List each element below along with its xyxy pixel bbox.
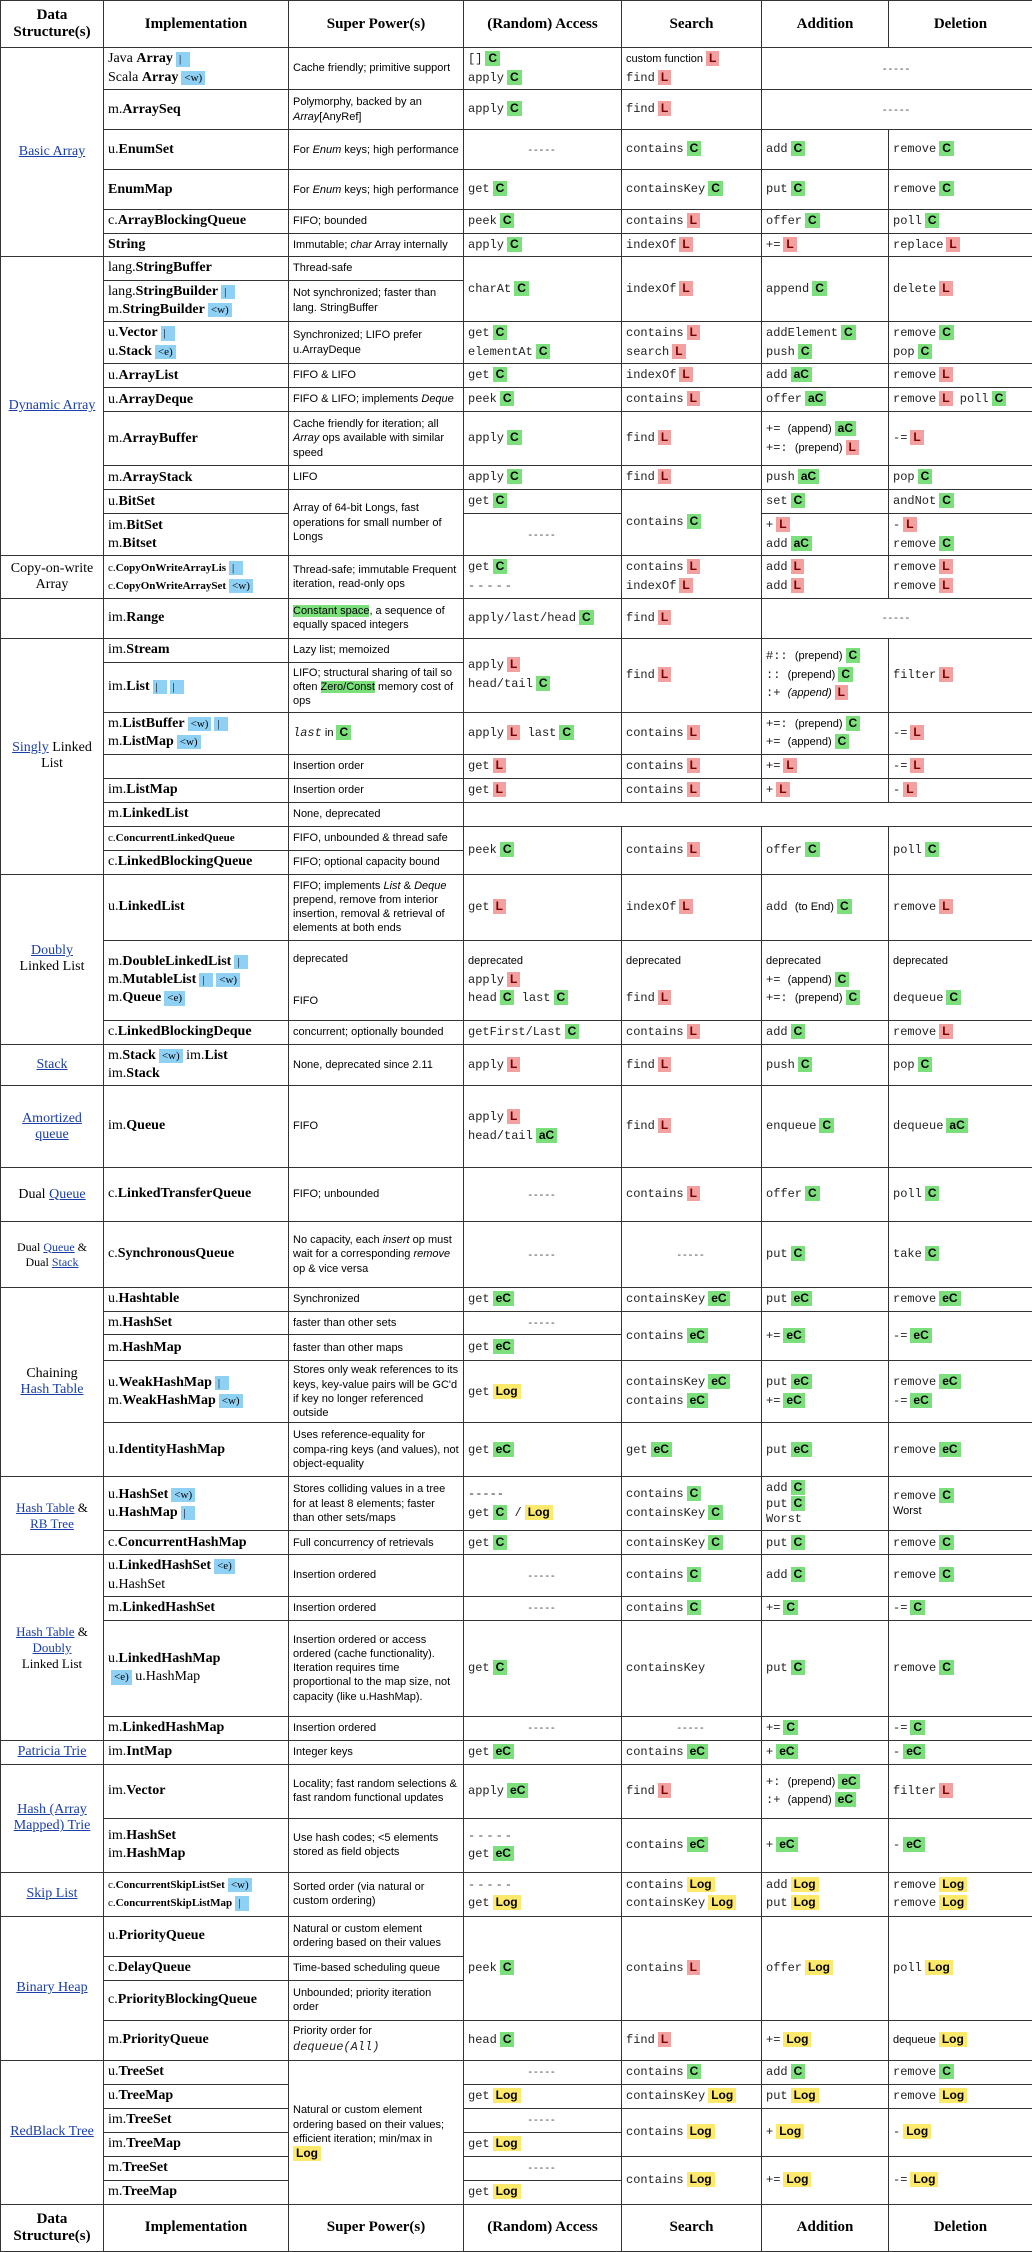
footer-data-structures: Data Structure(s) <box>1 2204 104 2251</box>
table-row: Amortized queue im.Queue FIFO apply L head/tail aC find L enqueue C dequeue aC <box>1 1086 1032 1168</box>
table-row: u.ArrayList FIFO & LIFO get C indexOf L add aC remove L <box>1 364 1032 388</box>
table-row: Hash Table & Doubly Linked List u.LinkedHashSet <e) u.HashSet Insertion ordered ----- contains C add C remove C <box>1 1555 1032 1596</box>
table-row: Copy-on-write Array c.CopyOnWriteArrayLis | c.CopyOnWriteArraySet <w) Thread-safe; immutable Frequent iteration, read-only ops get C ----- contains L indexOf L add L add L remove L remove L <box>1 556 1032 598</box>
table-row: m.DoubleLinkedList | m.MutableList | <w) m.Queue <e) deprecated FIFO deprecated apply L head C last C deprecated find L deprecated += (append) C +=: (prepend) C deprecated dequeue C <box>1 940 1032 1020</box>
table-row: m.LinkedList None, deprecated <box>1 802 1032 826</box>
table-row: m.ArrayBuffer Cache friendly for iteration; all Array ops available with similar speed apply C find L += (append) aC +=: (prepend) L -= L <box>1 412 1032 466</box>
col-header-random-access: (Random) Access <box>464 1 622 48</box>
header-row <box>1 1 1032 48</box>
table-row: lang.StringBuilder | m.StringBuilder <w) Not synchronized; faster than lang. StringBuffer <box>1 280 1032 321</box>
table-row: u.TreeMap get Log containsKey Log put Log remove Log <box>1 2084 1032 2108</box>
table-row: Dynamic Array lang.StringBuffer Thread-safe charAt C indexOf L append C delete L <box>1 257 1032 280</box>
power-cell: Cache friendly; primitive support <box>289 48 464 90</box>
table-row: u.EnumSet For Enum keys; high performance ----- contains C add C remove C <box>1 130 1032 170</box>
col-header-super-powers: Super Power(s) <box>289 1 464 48</box>
table-row: m.ArraySeq Polymorphy, backed by an Array[AnyRef] apply C find L ----- <box>1 90 1032 130</box>
col-header-implementation: Implementation <box>104 1 289 48</box>
table-row: c.ConcurrentLinkedQueue FIFO, unbounded & thread safe peek C contains L offer C poll C <box>1 826 1032 850</box>
table-row: Stack m.Stack <w) im.List im.Stack None, deprecated since 2.11 apply L find L push C pop C <box>1 1044 1032 1085</box>
table-row: u.Vector | u.Stack <e) Synchronized; LIFO prefer u.ArrayDeque get C elementAt C contains L search L addElement C push C remove C pop C <box>1 321 1032 363</box>
group-dual-queue-stack: Dual Queue & Dual Stack <box>1 1222 104 1288</box>
footer-random-access: (Random) Access <box>464 2204 622 2251</box>
access-cell: [] C apply C <box>464 48 622 90</box>
col-header-search: Search <box>622 1 762 48</box>
table-row: c.DelayQueue Time-based scheduling queue <box>1 1956 1032 1980</box>
table-row: im.HashSet im.HashMap Use hash codes; <5 elements stored as field objects ----- get eC contains eC + eC - eC <box>1 1818 1032 1872</box>
group-basic-array <box>1 48 104 257</box>
table-row: Insertion order get L contains L += L -= L <box>1 754 1032 778</box>
table-row: u.IdentityHashMap Uses reference-equality for compa-ring keys (and values), not object-equality get eC get eC put eC remove eC <box>1 1423 1032 1477</box>
footer-deletion: Deletion <box>889 2204 1032 2251</box>
group-hash-rb-tree: Hash Table & RB Tree <box>1 1477 104 1555</box>
footer-addition: Addition <box>762 2204 889 2251</box>
footer-search: Search <box>622 2204 762 2251</box>
group-dynamic-array <box>1 257 104 556</box>
col-header-deletion: Deletion <box>889 1 1032 48</box>
table-row: Hash Table & RB Tree u.HashSet <w) u.HashMap | Stores colliding values in a tree for at least 8 elements; faster than other sets/maps ----- get C / Log contains C containsKey C add C put C Worst remove C Worst <box>1 1477 1032 1531</box>
group-amortized-queue: Amortized queue <box>1 1086 104 1168</box>
table-row: m.ListBuffer <w) | m.ListMap <w) last in C apply L last C contains L +=: (prepend) C += (append) C -= L <box>1 712 1032 754</box>
table-row: c.LinkedBlockingQueue FIFO; optional capacity bound <box>1 850 1032 874</box>
table-row: Singly Linked List im.Stream Lazy list; memoized apply L head/tail C find L #:: (prepend) C :: (prepend) C :+ (append) L filter L <box>1 638 1032 662</box>
table-row: im.BitSet m.Bitset ----- + L add aC - L remove C <box>1 514 1032 556</box>
table-row: m.PriorityQueue Priority order for dequeue(All) head C find L += Log dequeue Log <box>1 2020 1032 2060</box>
col-header-data-structures: Data Structure(s) <box>1 1 104 48</box>
table-row: Skip List c.ConcurrentSkipListSet <w) c.ConcurrentSkipListMap | Sorted order (via natural or custom ordering) ----- get Log contains Log containsKey Log add Log put Log remove Log remove Log <box>1 1872 1032 1916</box>
group-binary-heap: Binary Heap <box>1 1916 104 2060</box>
table-row: im.List | | LIFO; structural sharing of tail so often Zero/Const memory cost of ops <box>1 662 1032 712</box>
table-row <box>1 48 1032 90</box>
group-chaining-hash-table: Chaining Hash Table <box>1 1288 104 1477</box>
table-row: Binary Heap u.PriorityQueue Natural or custom element ordering based on their values peek C contains L offer Log poll Log <box>1 1916 1032 1956</box>
footer-super-powers: Super Power(s) <box>289 2204 464 2251</box>
group-copy-on-write: Copy-on-write Array <box>1 556 104 598</box>
group-hash-doubly-linked: Hash Table & Doubly Linked List <box>1 1555 104 1740</box>
table-row: m.TreeMap get Log <box>1 2180 1032 2204</box>
link-dynamic-array[interactable]: Dynamic Array <box>8 398 96 414</box>
footer-implementation: Implementation <box>104 2204 289 2251</box>
table-row: c.LinkedBlockingDeque concurrent; optionally bounded getFirst/Last C contains L add C remove L <box>1 1020 1032 1044</box>
table-row: u.WeakHashMap | m.WeakHashMap <w) Stores only weak references to its keys, key-value pairs will be GC'd if key no longer referenced outside get Log containsKey eC contains eC put eC += eC remove eC -= eC <box>1 1361 1032 1423</box>
table-row: Patricia Trie im.IntMap Integer keys get eC contains eC + eC - eC <box>1 1740 1032 1764</box>
group-singly-linked: Singly Linked List <box>1 638 104 874</box>
table-row: m.TreeSet ----- contains Log += Log -= Log <box>1 2156 1032 2180</box>
add-del-cell: ----- <box>762 48 1032 90</box>
table-row: Doubly Linked List u.LinkedList FIFO; implements List & Deque prepend, remove from interior insertion, removal & retrieval of elements at both ends get L indexOf L add (to End) C remove L <box>1 874 1032 940</box>
group-patricia-trie: Patricia Trie <box>1 1740 104 1764</box>
group-hamt: Hash (Array Mapped) Trie <box>1 1764 104 1872</box>
table-row: EnumMap For Enum keys; high performance get C containsKey C put C remove C <box>1 170 1032 210</box>
group-skip-list: Skip List <box>1 1872 104 1916</box>
table-row: c.ArrayBlockingQueue FIFO; bounded peek C contains L offer C poll C <box>1 210 1032 234</box>
footer-row <box>1 2204 1032 2251</box>
group-stack: Stack <box>1 1044 104 1085</box>
table-row: Chaining Hash Table u.Hashtable Synchronized get eC containsKey eC put eC remove eC <box>1 1288 1032 1312</box>
group-doubly-linked: Doubly Linked List <box>1 874 104 1044</box>
table-row: m.ArrayStack LIFO apply C find L push aC pop C <box>1 466 1032 490</box>
table-row: im.ListMap Insertion order get L contains L + L - L <box>1 778 1032 802</box>
link-basic-array[interactable]: Basic Array <box>18 144 86 160</box>
group-dual-queue: Dual Queue <box>1 1168 104 1222</box>
table-row: Dual Queue c.LinkedTransferQueue FIFO; unbounded ----- contains L offer C poll C <box>1 1168 1032 1222</box>
table-row: m.HashSet faster than other sets ----- contains eC += eC -= eC <box>1 1312 1032 1335</box>
table-row: c.PriorityBlockingQueue Unbounded; priority iteration order <box>1 1980 1032 2020</box>
table-row: m.HashMap faster than other maps get eC <box>1 1335 1032 1361</box>
table-row: u.BitSet Array of 64-bit Longs, fast operations for small number of Longs get C contains C set C andNot C <box>1 490 1032 514</box>
table-row: im.Range Constant space, a sequence of equally spaced integers apply/last/head C find L ----- <box>1 598 1032 638</box>
search-cell: custom function L find L <box>622 48 762 90</box>
table-row: Hash (Array Mapped) Trie im.Vector Locality; fast random selections & fast random functional updates apply eC find L +: (prepend) eC :+ (append) eC filter L <box>1 1764 1032 1818</box>
table-row: c.ConcurrentHashMap Full concurrency of retrievals get C containsKey C put C remove C <box>1 1531 1032 1555</box>
table-row: m.LinkedHashSet Insertion ordered ----- contains C += C -= C <box>1 1596 1032 1620</box>
table-row: im.TreeMap get Log <box>1 2132 1032 2156</box>
table-row: u.LinkedHashMap <e) u.HashMap Insertion ordered or access ordered (cache functionality). Iteration requires time proportional to the map size, not capacity (like u.HashMap). get C containsKey put C remove C <box>1 1620 1032 1716</box>
table-row: u.ArrayDeque FIFO & LIFO; implements Deque peek C contains L offer aC remove L poll C <box>1 388 1032 412</box>
group-redblack-tree: RedBlack Tree <box>1 2060 104 2204</box>
table-row: Dual Queue & Dual Stack c.SynchronousQueue No capacity, each insert op must wait for a corresponding remove op & vice versa ----- ----- put C take C <box>1 1222 1032 1288</box>
table-row: im.TreeSet ----- contains Log + Log - Log <box>1 2108 1032 2132</box>
table-row: RedBlack Tree u.TreeSet Natural or custom element ordering based on their values; efficient iteration; min/max in Log ----- contains C add C remove C <box>1 2060 1032 2084</box>
table-row: m.LinkedHashMap Insertion ordered ----- ----- += C -= C <box>1 1716 1032 1740</box>
table-row: String Immutable; char Array internally apply C indexOf L += L replace L <box>1 233 1032 257</box>
col-header-addition: Addition <box>762 1 889 48</box>
impl-cell: Java Array | Scala Array <w) <box>104 48 289 90</box>
